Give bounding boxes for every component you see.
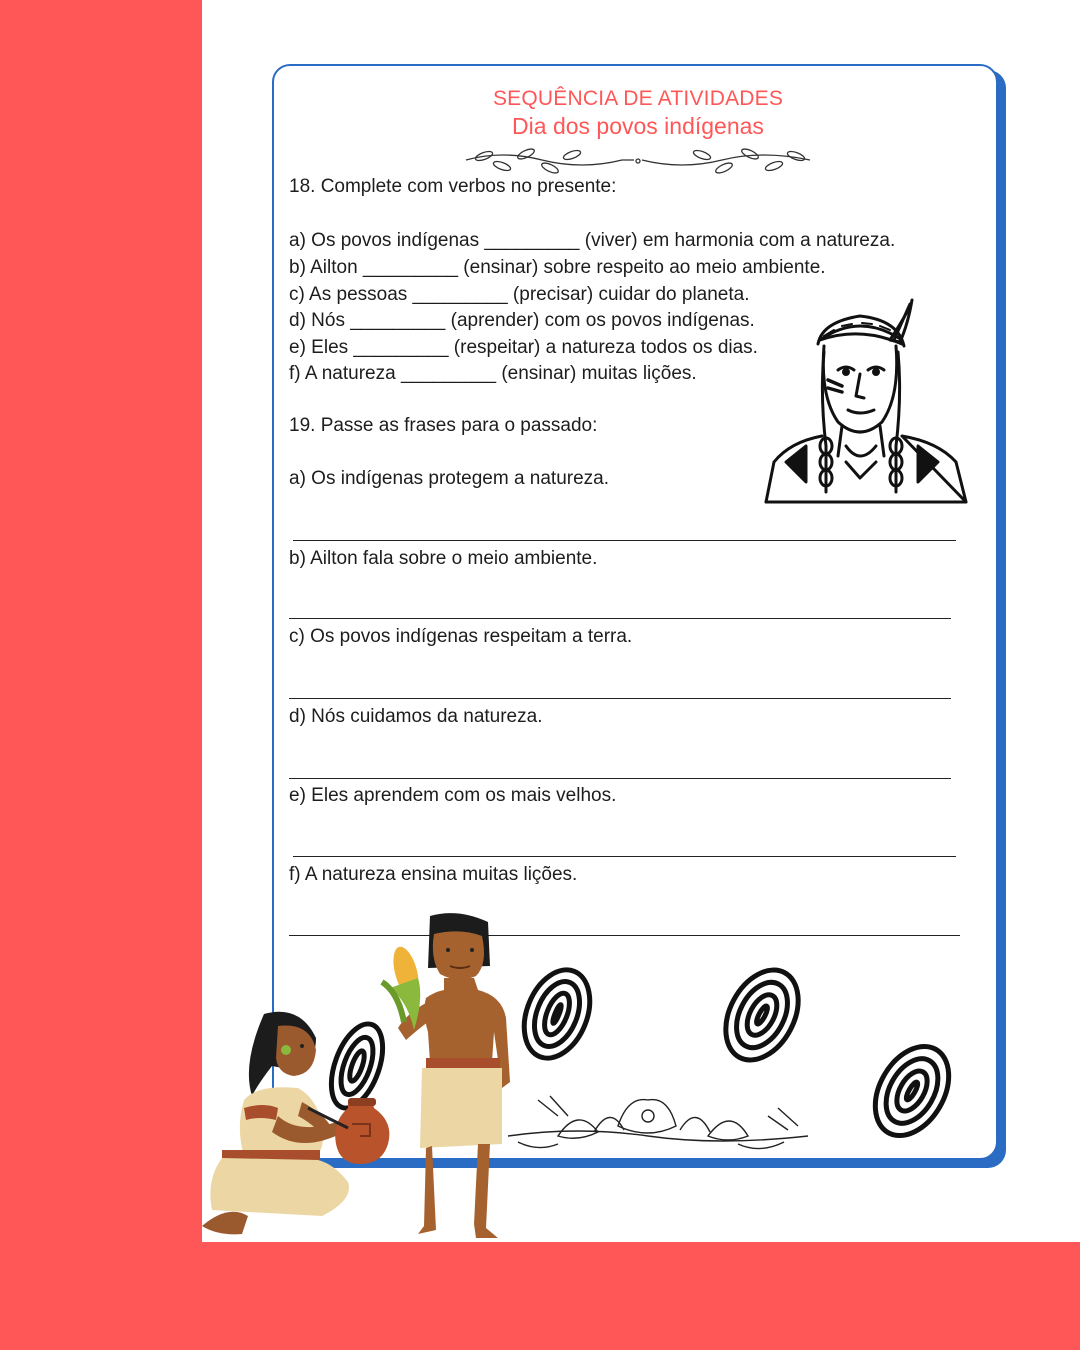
q18-item-c: c) As pessoas _________ (precisar) cuidar do planeta. <box>289 284 750 305</box>
q18-item-b: b) Ailton _________ (ensinar) sobre respeito ao meio ambiente. <box>289 257 826 278</box>
q19-item-e: e) Eles aprendem com os mais velhos. <box>289 785 617 806</box>
q19-item-f: f) A natureza ensina muitas lições. <box>289 864 578 885</box>
q18-item-d: d) Nós _________ (aprender) com os povos indígenas. <box>289 310 755 331</box>
answer-line-d[interactable] <box>289 778 951 779</box>
spiral-pattern-icon <box>862 1036 962 1146</box>
q18-item-e: e) Eles _________ (respeitar) a natureza todos os dias. <box>289 337 758 358</box>
q19-item-d: d) Nós cuidamos da natureza. <box>289 706 543 727</box>
floral-divider-icon <box>498 1086 818 1158</box>
worksheet-subtitle: Dia dos povos indígenas <box>512 113 764 139</box>
q19-item-a: a) Os indígenas protegem a natureza. <box>289 468 610 489</box>
question-18-prompt: 18. Complete com verbos no presente: <box>289 176 617 197</box>
answer-line-b[interactable] <box>289 618 951 619</box>
question-19-prompt: 19. Passe as frases para o passado: <box>289 415 598 436</box>
q19-item-b: b) Ailton fala sobre o meio ambiente. <box>289 548 598 569</box>
worksheet-title: SEQUÊNCIA DE ATIVIDADES <box>492 87 784 110</box>
q18-item-f: f) A natureza _________ (ensinar) muitas lições. <box>289 363 697 384</box>
q19-item-c: c) Os povos indígenas respeitam a terra. <box>289 626 633 647</box>
kneeling-woman-pottery-icon <box>198 1004 398 1240</box>
indigenous-man-portrait-icon <box>762 296 970 508</box>
answer-line-c[interactable] <box>289 698 951 699</box>
answer-line-e[interactable] <box>293 856 956 857</box>
spiral-pattern-icon <box>712 962 812 1068</box>
answer-line-a[interactable] <box>293 540 956 541</box>
boy-with-corn-icon <box>378 912 528 1244</box>
q18-item-a: a) Os povos indígenas _________ (viver) em harmonia com a natureza. <box>289 230 896 251</box>
